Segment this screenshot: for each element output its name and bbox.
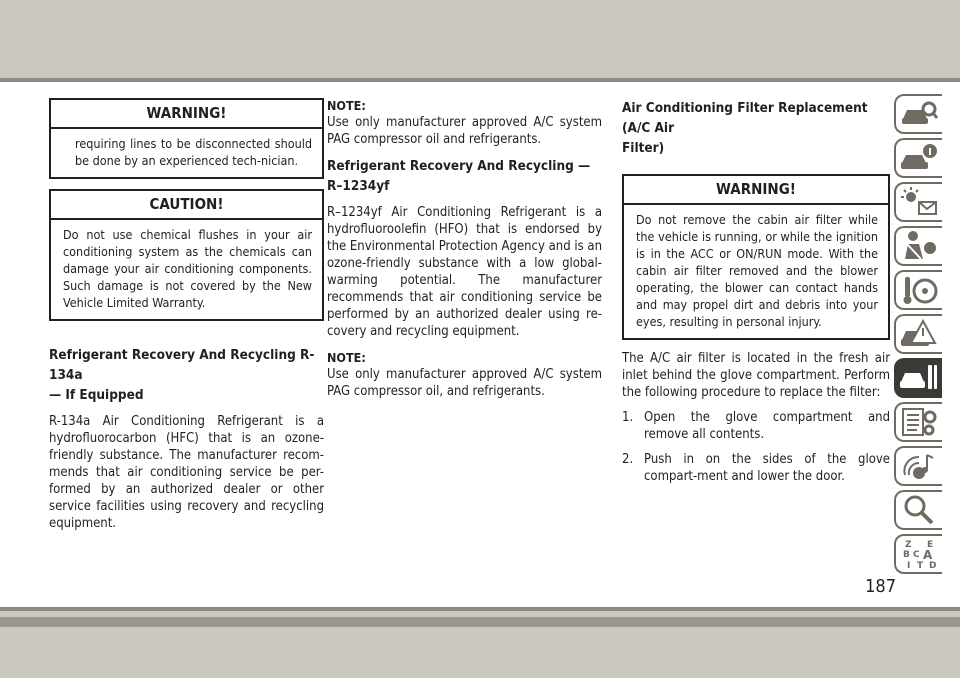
specifications-gear-icon: [899, 405, 939, 439]
seatbelt-airbag-icon: [899, 229, 939, 263]
index-letter: Z: [905, 540, 912, 550]
tab-servicing-maintenance[interactable]: [894, 358, 942, 398]
index-letter: T: [917, 561, 924, 571]
search-magnifier-icon: [899, 493, 939, 527]
tab-multimedia[interactable]: [894, 446, 942, 486]
car-search-icon: [899, 97, 939, 131]
note-label: NOTE:: [327, 350, 366, 365]
index-letter: D: [929, 561, 937, 571]
note-text: Use only manufacturer approved A/C system PAG compressor oil and refrigerants.: [327, 115, 602, 147]
filter-paragraph: The A/C air filter is located in the fresh air inlet behind the glove compartment. Perform the following procedure to replace the filter:: [622, 351, 890, 400]
note-text: Use only manufacturer approved A/C system PAG compressor oil, and refrigerants.: [327, 367, 602, 399]
index-letter: B: [903, 550, 910, 560]
tab-starting-operating[interactable]: [894, 182, 942, 222]
steering-wheel-key-icon: [899, 273, 939, 307]
tab-customer-assistance[interactable]: [894, 490, 942, 530]
warning-heading: WARNING!: [624, 176, 888, 205]
list-number: 1.: [622, 410, 634, 425]
caution-heading: CAUTION!: [51, 191, 322, 220]
tab-instrument-panel[interactable]: [894, 138, 942, 178]
section-heading-r1234yf: [327, 156, 602, 196]
tab-getting-to-know-vehicle[interactable]: [894, 94, 942, 134]
index-letter: A: [923, 548, 933, 562]
tab-index[interactable]: [894, 534, 942, 574]
tab-emergency[interactable]: [894, 314, 942, 354]
tab-technical-specifications[interactable]: [894, 402, 942, 442]
index-letter: E: [927, 540, 934, 550]
heading-line: Refrigerant Recovery And Recycling R-134a: [49, 347, 315, 383]
chapter-tabs: [894, 94, 942, 578]
top-band: [0, 0, 960, 82]
list-item: [622, 451, 890, 485]
index-alphabet-icon: [899, 537, 939, 571]
top-band-rule: [0, 78, 960, 82]
tab-safety[interactable]: [894, 226, 942, 266]
heading-line: Filter): [622, 140, 665, 156]
list-item: [622, 409, 890, 443]
bottom-band-stripe: [0, 617, 960, 627]
caution-text: Do not use chemical flushes in your air conditioning system as the chemicals can damage your air conditioning components. Such damage is not covered by the New Vehicle Limited Warranty.: [63, 227, 312, 310]
car-hazard-icon: [899, 317, 939, 351]
car-info-icon: [899, 141, 939, 175]
page-number: 187: [865, 576, 896, 597]
heading-line: — If Equipped: [49, 387, 144, 403]
column-right: [622, 98, 890, 493]
index-letter: I: [907, 561, 911, 571]
warning-text: Do not remove the cabin air filter while the vehicle is running, or while the ignition is in the ACC or ON/RUN mode. With the cabin air filter removed and the blower operating, the blower can contact hands and may propel dirt and debris into your eyes, resulting in personal injury.: [636, 212, 878, 329]
warning-lights-message-icon: [899, 185, 939, 219]
multimedia-radio-icon: [899, 449, 939, 483]
list-number: 2.: [622, 452, 634, 467]
warning-heading: WARNING!: [51, 100, 322, 129]
index-letter: C: [913, 550, 920, 560]
caution-box: [49, 189, 324, 321]
list-text: Push in on the sides of the glove compart-ment and lower the door.: [644, 452, 890, 484]
warning-box-continued: [49, 98, 324, 179]
list-text: Open the glove compartment and remove all contents.: [644, 410, 890, 442]
column-middle: [327, 98, 602, 408]
car-service-wrench-icon: [899, 361, 939, 395]
section-heading-r134a: [49, 345, 324, 405]
r134a-paragraph: R-134a Air Conditioning Refrigerant is a hydrofluorocarbon (HFC) that is an ozone-friendly substance. The manufacturer recom-mends that air conditioning service be per-formed by an authorized dealer or other service facilities using recovery and recycling equipment.: [49, 414, 324, 531]
note-label: NOTE:: [327, 98, 366, 113]
heading-line: R–1234yf: [327, 178, 390, 194]
tab-starting-driving[interactable]: [894, 270, 942, 310]
r1234yf-paragraph: R–1234yf Air Conditioning Refrigerant is a hydrofluoroolefin (HFO) that is endorsed by the Environmental Protection Agency and is an ozone-friendly substance with a low global-warming potential. The manufacturer recommends that air conditioning service be performed by an authorized dealer using re-covery and recycling equipment.: [327, 205, 602, 339]
heading-line: Refrigerant Recovery And Recycling —: [327, 158, 591, 174]
warning-text: requiring lines to be disconnected should be done by an experienced tech-nician.: [75, 136, 312, 168]
heading-line: Air Conditioning Filter Replacement (A/C Air: [622, 100, 868, 136]
warning-box: [622, 174, 890, 340]
section-heading-filter: [622, 98, 890, 158]
column-left: [49, 98, 324, 540]
